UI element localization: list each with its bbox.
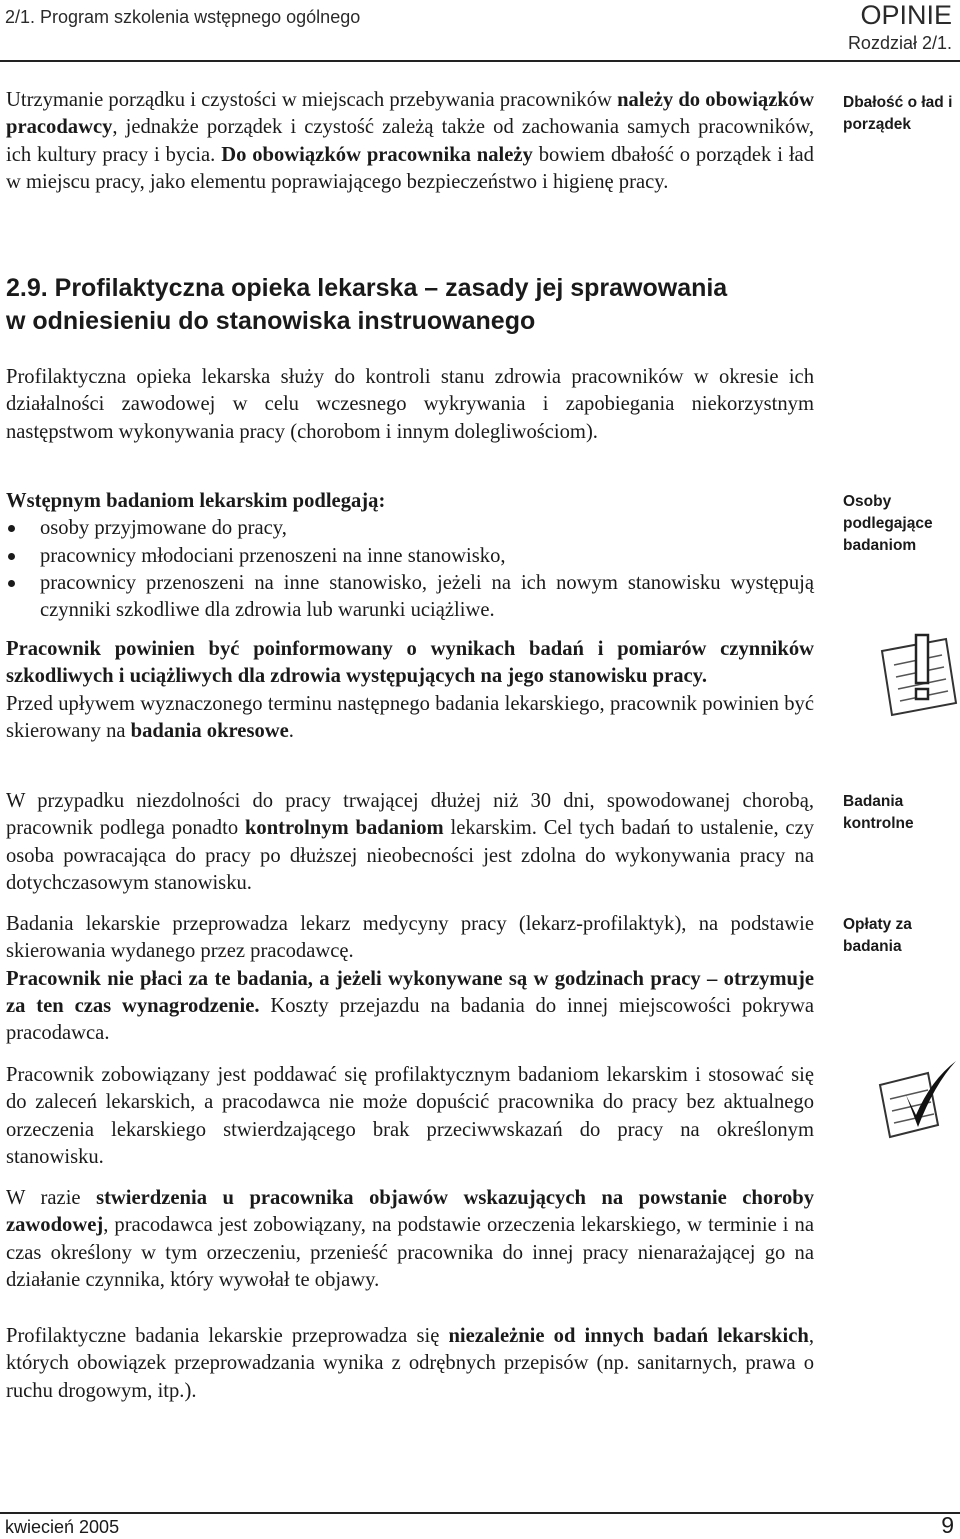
para2-block: [6, 636, 814, 745]
paragraph-periodic: [6, 691, 814, 746]
para7-text-2: , których obowiązek przeprowadzania wynika z odrębnych przepisów (np. sanitarnych, prawa o ruchu drogowym, itp.).: [6, 1325, 814, 1402]
footer-date: kwiecień 2005: [5, 1517, 120, 1537]
para6-block: [6, 1185, 814, 1294]
margin-note-examined: Osoby podlegające badaniom: [843, 493, 933, 554]
para7-bold-1: niezależnie od innych badań lekarskich: [448, 1325, 809, 1347]
margin-note-fees: Opłaty za badania: [843, 916, 912, 955]
intro-text-3: bowiem dbałość o porządek i ład w miejscu pracy, jako elementu poprawiającego bezpieczeństwo i higienę pracy.: [6, 143, 814, 193]
para1-block: [6, 364, 814, 446]
para4-text-1: Badania lekarskie przeprowadza lekarz medycyny pracy (lekarz-profilaktyk), na podstawie skierowania wydanego przez pracodawcę.: [6, 913, 814, 963]
intro-text-2: , jednakże porządek i czystość zależą także od zachowania samych pracowników, ich kultury pracy i bycia.: [6, 116, 814, 166]
intro-bold-1: należy do obowiązków pracodawcy: [6, 89, 814, 139]
list-item: [6, 515, 814, 542]
para7-text-1: Profilaktyczne badania lekarskie przeprowadza się: [6, 1325, 449, 1347]
section-number: 2.9.: [6, 274, 48, 302]
examined-persons-list: [6, 515, 814, 624]
para3-block: [6, 788, 814, 897]
para2-text-1: Przed upływem wyznaczonego terminu następnego badania lekarskiego, pracownik powinien być skierowany na: [6, 692, 814, 742]
bullet-icon: [8, 580, 15, 587]
paragraph-informing: [6, 636, 814, 691]
paragraph-occupational-disease: [6, 1185, 814, 1294]
intro-block: [6, 87, 814, 196]
list-item: [6, 570, 814, 625]
intro-bold-2: Do obowiązków pracownika należy: [221, 143, 533, 166]
para3-bold-1: kontrolnym badaniom: [244, 817, 444, 840]
intro-text-1: Utrzymanie porządku i czystości w miejscach przebywania pracowników: [6, 89, 618, 111]
list-item-text: pracownicy młodociani przenoszeni na inne stanowisko,: [40, 544, 506, 567]
paragraph-costs: [6, 911, 814, 1047]
para4-text-2: Koszty przejazdu na badania do innej miejscowości pokrywa pracodawca.: [6, 994, 815, 1045]
paragraph-independent: [6, 1323, 814, 1405]
para6-bold-1: stwierdzenia u pracownika objawów wskazujących na powstanie choroby zawodowej: [6, 1187, 814, 1237]
list-item: [6, 543, 814, 570]
list-item-text: pracownicy przenoszeni na inne stanowisko, jeżeli na ich nowym stanowisku występują czynniki szkodliwe dla zdrowia lub warunki uciążliwe.: [40, 571, 814, 622]
brand-label: OPINIE: [860, 0, 952, 30]
section-title-line2: w odniesieniu do stanowiska instruowanego: [6, 307, 536, 335]
para3-text-1: W przypadku niezdolności do pracy trwającej dłużej niż 30 dni, spowodowanej chorobą, pracownik podlega ponadto: [6, 790, 814, 840]
para7-block: [6, 1323, 814, 1405]
running-header-title: 2/1. Program szkolenia wstępnego ogólnego: [5, 7, 361, 27]
bullet-icon: [8, 525, 15, 532]
para2-text-2: .: [288, 719, 294, 742]
para3-text-2: lekarskim. Cel tych badań to ustalenie, czy osoba powracająca do pracy po dłuższej nieobecności jest zdolna do wykonywania pracy na dotychczasowym stanowisku.: [6, 817, 815, 894]
list-item-text: osoby przyjmowane do pracy,: [40, 517, 287, 540]
para2-bold-1: badania okresowe: [130, 719, 289, 742]
margin-note-order: Dbałość o ład i porządek: [843, 94, 953, 133]
list-block: [6, 488, 814, 624]
paragraph-control: [6, 788, 814, 897]
warning-document-icon: [876, 633, 960, 717]
section-title-line1: Profilaktyczna opieka lekarska – zasady jej sprawowania: [54, 274, 728, 302]
para2-bold: Pracownik powinien być poinformowany o wynikach badań i pomiarów czynników szkodliwych i uciążliwych dla zdrowia występujących na jego stanowisku pracy.: [6, 638, 814, 688]
paragraph-obligation: Pracownik zobowiązany jest poddawać się profilaktycznym badaniom lekarskim i stosować się do zaleceń lekarskich, a pracodawca nie może dopuścić pracownika do pracy bez aktualnego orzeczenia lekarskiego stwierdzającego brak przeciwwskazań do pracy na określonym stanowisku.: [6, 1064, 814, 1168]
checked-document-icon: [876, 1055, 960, 1139]
margin-note-control: Badania kontrolne: [843, 793, 914, 832]
intro-paragraph: [6, 87, 814, 196]
list-intro: Wstępnym badaniom lekarskim podlegają:: [6, 490, 386, 512]
header-rule: [0, 60, 960, 62]
para6-text-2: , pracodawca jest zobowiązany, na podstawie orzeczenia lekarskiego, w terminie i na czas określony w tym orzeczeniu, przenieść pracownika do innej pracy nienarażającej go na działanie czynnika, który wywołał te objawy.: [6, 1214, 814, 1291]
para6-text-1: W razie: [6, 1187, 97, 1209]
page-number: 9: [941, 1512, 954, 1538]
para4-bold-1: Pracownik nie płaci za te badania, a jeżeli wykonywane są w godzinach pracy – otrzymuje za ten czas wynagrodzenie.: [6, 967, 814, 1017]
section-heading: [6, 272, 806, 338]
paragraph-profilaktyka: Profilaktyczna opieka lekarska służy do kontroli stanu zdrowia pracowników w okresie ich działalności zawodowej w celu wczesnego wykrywania i zapobiegania niekorzystnym następstwom wykonywania pracy (chorobom i innym dolegliwościom).: [6, 366, 814, 443]
chapter-label: Rozdział 2/1.: [847, 33, 952, 53]
footer-rule: [0, 1512, 960, 1514]
bullet-icon: [8, 553, 15, 560]
para5-block: [6, 1062, 814, 1171]
para4-block: [6, 911, 814, 1047]
